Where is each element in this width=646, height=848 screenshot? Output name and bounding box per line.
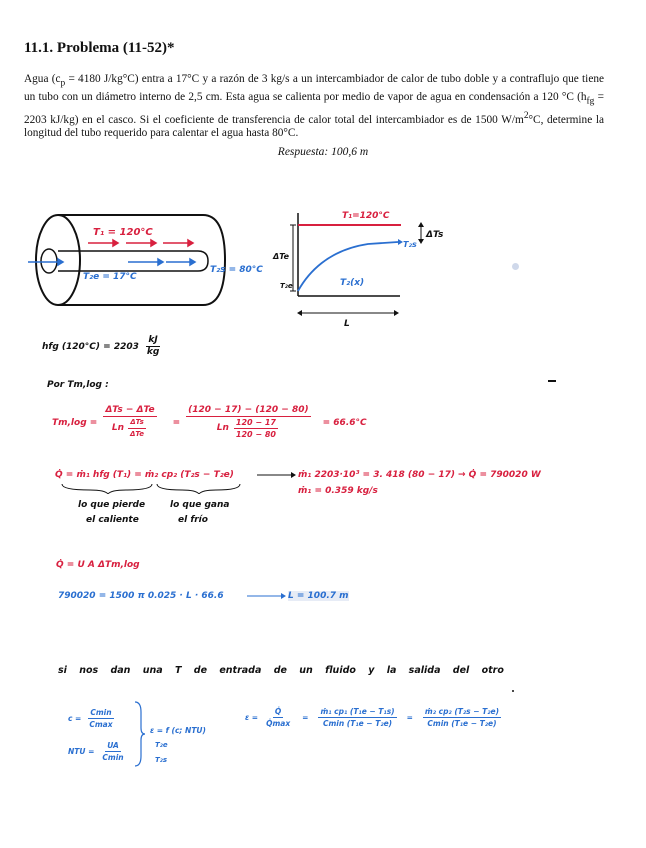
t2e-label: T₂e	[280, 282, 293, 290]
arrow-icon	[245, 591, 287, 601]
length-label: L	[344, 319, 350, 328]
energy-balance-equation: Q̇ = ṁ₁ hfg (T₁) = ṁ₂ cp₂ (T₂s − T₂e)	[55, 470, 234, 480]
problem-statement: Agua ($c_p = 4180$ J/kg°C) entra a 17°C y a razón de 3 kg/s a un intercambiador de calor de tubo doble y a contraflujo que tiene un tubo con un diámetro interno de 2,5 cm. Esta agua se calienta por medio de vapor de agua en condensación a 120 °C ($h_{fg} = 2203$ kJ/kg) en el casco. Si el coeficiente de transferencia de calor total del intercambiador es de 1500 $W/m^2^\circ C$, determine la longitud del tubo requerido para calentar el agua hasta 80°C.	[24, 73, 605, 140]
graph-hot-label: T₁=120°C	[342, 211, 390, 221]
underbrace-marks	[60, 482, 250, 494]
dot-mark	[512, 690, 514, 692]
por-tmlog-heading: Por Tm,log :	[47, 380, 109, 390]
effectiveness-note: si nos dan una T de entrada de un fluido y la salida del otro	[58, 665, 504, 676]
effectiveness-equation: ε = $\frac{Q̇}{Q̇\max}$ = $\frac{\text{ṁ₁ cp₁ (T₁e − T₁s)}}{\text{Cmin (T₁e − T₂e)}}$ = $\frac{\text{ṁ₂ cp₂ (T₂s − T₂e)}}{\text{Cmin (T₁e − T₂e)}}$	[245, 707, 500, 728]
dash-mark	[548, 380, 556, 382]
heat-rate-result: → Q̇ = 790020 W	[458, 470, 541, 480]
eps-t2s: T₂s	[155, 756, 168, 764]
arrow-icon	[255, 470, 297, 480]
eps-t2e: T₂e	[155, 741, 168, 749]
eps-function: ε = f (c; NTU)	[150, 726, 206, 735]
length-result: L = 100.7 m	[288, 591, 349, 601]
m1-result: ṁ₁ = 0.359 kg/s	[298, 486, 378, 496]
answer: Respuesta: 100,6 m	[277, 146, 369, 158]
capacity-ratio: c = $\frac{Cmin}{Cmax}$	[68, 708, 113, 729]
decorative-dot	[512, 263, 519, 270]
q-ua-equation: Q̇ = U A ΔTm,log	[56, 560, 140, 570]
cold-inlet-label: T₂e = 17°C	[83, 272, 137, 282]
mass-flow-calc: ṁ₁ 2203·10³ = 3. 418 (80 − 17)	[298, 470, 456, 480]
t2s-label: T₂s	[403, 240, 417, 249]
hot-loses-label-1: lo que pierde	[78, 500, 146, 510]
temperature-profile-graph	[268, 203, 468, 328]
ntu-definition: NTU = $\frac{UA}{Cmin}$	[68, 741, 124, 762]
delta-te-label: ΔTe	[273, 252, 290, 261]
delta-ts-label: ΔTs	[426, 230, 444, 240]
cold-gains-label-2: el frío	[178, 515, 208, 525]
problem-title: 11.1. Problema (11-52)*	[24, 40, 175, 56]
tm-log-equation: Tm,log = ΔTs − ΔTe Ln $\frac{\text{ΔTs}}{\text{ΔTe}}$ = (120 − 17) − (120 − 80) Ln $\frac{120 - 17}{120 - 80}$ = 66.6°C	[52, 405, 367, 439]
heat-exchanger-diagram	[18, 205, 273, 315]
hot-loses-label-2: el caliente	[86, 515, 139, 525]
length-calc: 790020 = 1500 π 0.025 · L · 66.6	[58, 591, 224, 601]
hfg-value: hfg (120°C) = 2203 $\frac{kJ}{kg}$	[42, 335, 160, 357]
curly-brace	[132, 700, 146, 768]
cold-outlet-label: T₂s = 80°C	[210, 265, 263, 275]
curve-label: T₂(x)	[340, 278, 365, 288]
cold-gains-label-1: lo que gana	[170, 500, 230, 510]
hot-fluid-label: T₁ = 120°C	[93, 227, 153, 238]
